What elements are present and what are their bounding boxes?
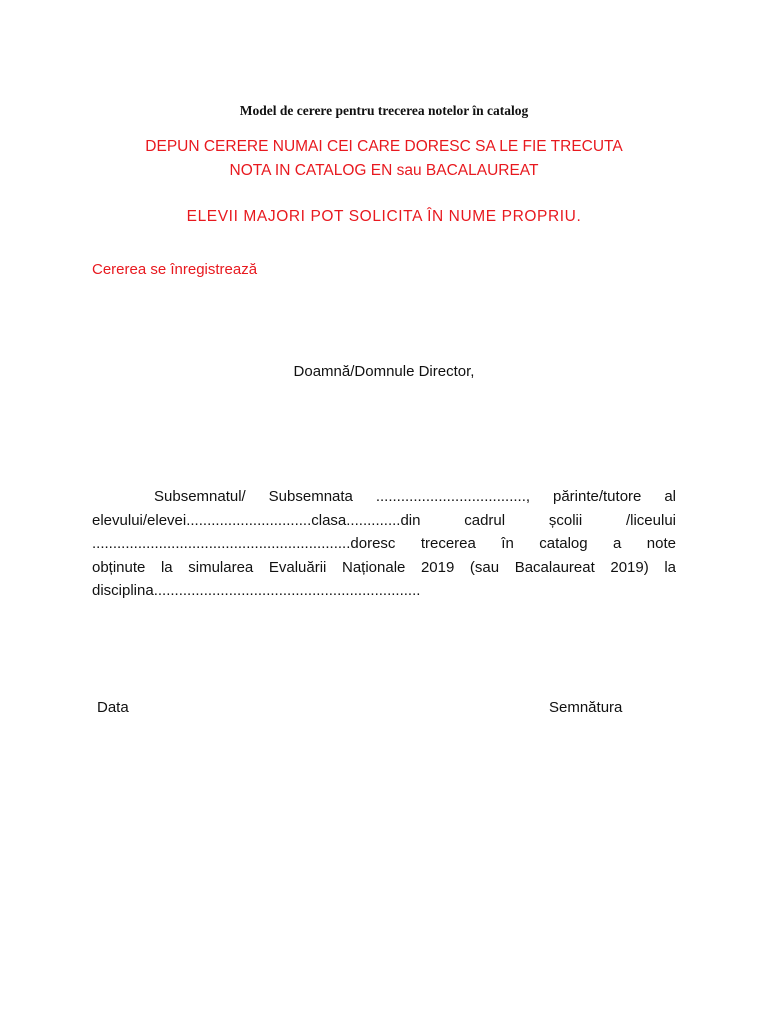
- registration-notice: Cererea se înregistrează: [92, 261, 258, 278]
- request-body: [92, 485, 676, 603]
- request-body-line-3: ..............................................................doresc trecerea în catalog a note: [92, 535, 676, 552]
- request-body-line-1: Subsemnatul/ Subsemnata ...................................., părinte/tutore al: [154, 488, 676, 505]
- salutation: Doamnă/Domnule Director,: [293, 363, 475, 380]
- request-body-line-4: obținute la simularea Evaluării Naționale 2019 (sau Bacalaureat 2019) la: [92, 558, 676, 576]
- request-body-line-2: elevului/elevei..............................clasa.............din cadrul școlii /liceului: [92, 511, 676, 529]
- document-title: Model de cerere pentru trecerea notelor în catalog: [239, 103, 529, 118]
- submission-notice-line-1: DEPUN CERERE NUMAI CEI CARE DORESC SA LE FIE TRECUTA: [145, 138, 623, 155]
- request-body-line-5: disciplina................................................................: [92, 582, 421, 599]
- date-label: Data: [97, 699, 129, 716]
- signature-label: Semnătura: [549, 699, 623, 716]
- adult-students-notice: ELEVII MAJORI POT SOLICITA ÎN NUME PROPRIU.: [186, 208, 582, 225]
- submission-notice: [0, 135, 768, 183]
- submission-notice-line-2: NOTA IN CATALOG EN sau BACALAUREAT: [229, 162, 539, 179]
